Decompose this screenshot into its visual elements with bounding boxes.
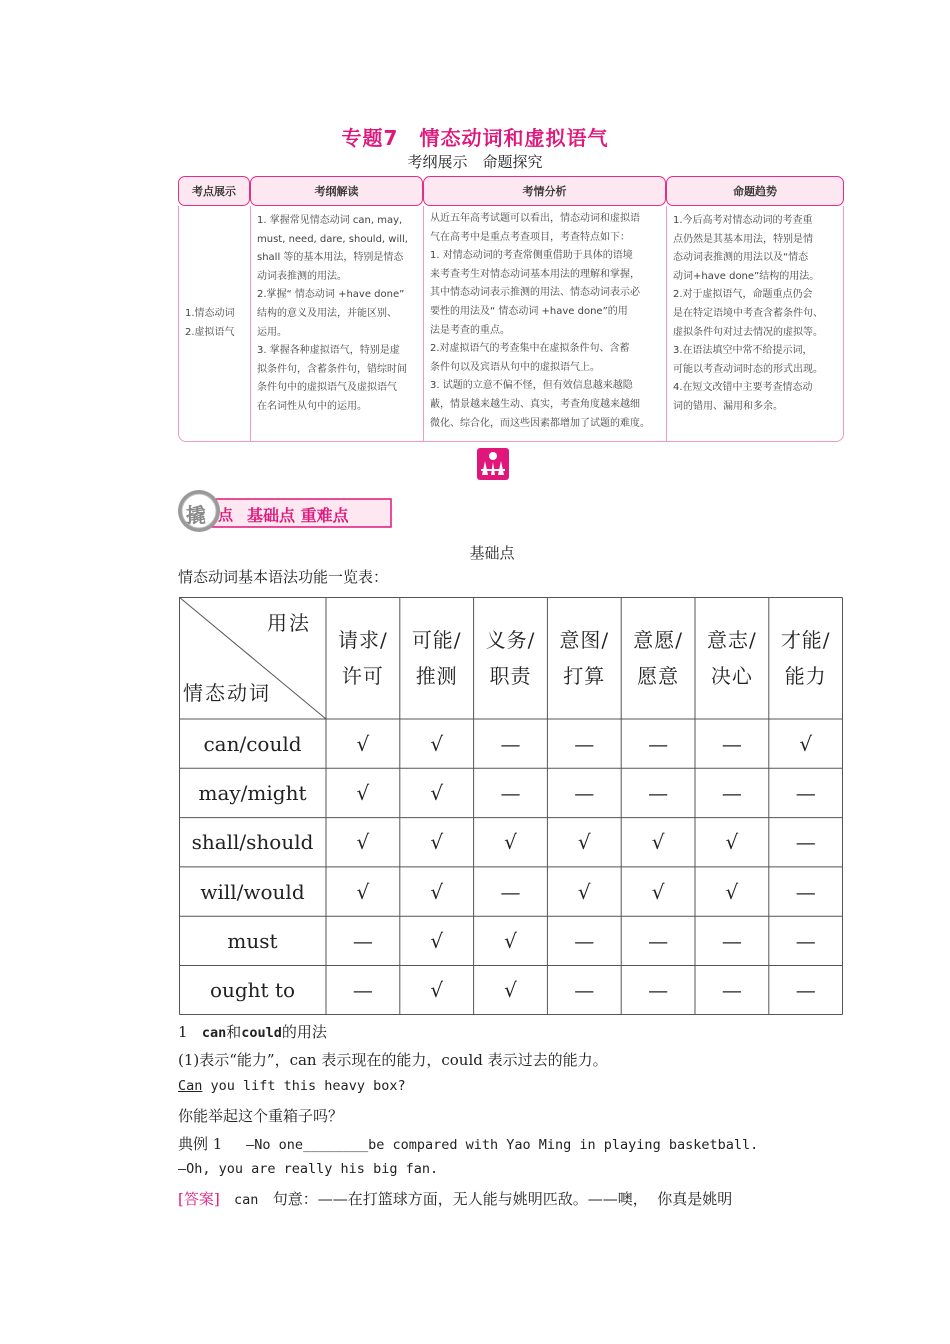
outline-col-syllabus	[250, 206, 423, 442]
table-dash-mark: —	[574, 978, 595, 1003]
table-column-header-text: 决心	[710, 664, 753, 688]
table-column-header-text: 许可	[341, 664, 384, 688]
table-row-verb: ought to	[209, 978, 296, 1003]
outline-points-text: 1.情态动词 2.虚拟语气	[185, 307, 235, 338]
table-row-verb: can/could	[203, 731, 302, 756]
table-row-verb: may/might	[198, 780, 307, 805]
table-dash-mark: —	[648, 978, 669, 1003]
banner-badge-char: 撬	[186, 503, 206, 527]
table-check-mark: √	[577, 830, 591, 855]
table-column-header-text: 愿意	[637, 664, 680, 688]
modal-verb-table	[179, 597, 843, 1015]
heading-can: can	[201, 1025, 227, 1041]
table-check-mark: √	[430, 879, 444, 904]
table-column-header-text: 意志/	[707, 628, 757, 652]
table-row-verb: must	[227, 928, 278, 953]
table-check-mark: √	[430, 928, 444, 953]
table-column-header-text: 可能/	[411, 628, 462, 652]
table-column-header-text: 意图/	[559, 628, 610, 652]
table-column-header	[695, 597, 769, 719]
table-check-mark: √	[799, 731, 813, 756]
example-1-line-1	[178, 1133, 758, 1154]
heading-can-could	[178, 1021, 327, 1042]
answer-explanation: 句意：——在打篮球方面，无人能与姚明匹敌。——噢， 你真是姚明	[272, 1190, 733, 1208]
table-dash-mark: —	[648, 731, 669, 756]
answer-word: can	[234, 1192, 259, 1208]
table-check-mark: √	[651, 830, 665, 855]
heading-usage: 的用法	[281, 1023, 327, 1041]
table-column-header	[400, 597, 474, 719]
table-row-verb: shall/should	[191, 830, 314, 855]
outline-col-points	[178, 206, 250, 442]
table-check-mark: √	[430, 731, 444, 756]
table-dash-mark: —	[721, 731, 742, 756]
table-dash-mark: —	[795, 830, 816, 855]
table-check-mark: √	[577, 879, 591, 904]
page-subtitle: 考纲展示 命题探究	[407, 153, 543, 171]
example-1-line-2: —Oh, you are really his big fan.	[178, 1161, 439, 1177]
table-check-mark: √	[651, 879, 665, 904]
exam-outline-table	[178, 176, 844, 442]
banner-text: 基础点 重难点	[247, 506, 349, 525]
outline-header-syllabus: 考纲解读	[250, 176, 423, 206]
section-basic-heading: 基础点	[469, 544, 515, 562]
table-dash-mark: —	[721, 928, 742, 953]
table-column-header	[474, 597, 548, 719]
table-column-header-text: 意愿/	[633, 628, 683, 652]
heading-could: could	[241, 1025, 282, 1041]
outline-trend-text: 1.今后高考对情态动词的考查重 点仍然是其基本用法，特别是情 态动词表推测的用法以及“情态 动词+have done”结构的用法。 2.对于虚拟语气，命题重点仍会 是在特定语境中考查含蓄条件句、 虚拟条件句对过去情况的虚拟等。 3.在语法填空中常不给提示词， 可能以考查动词时态的形式出现。 4.在短文改错中主要考查情态动 词的错用、漏用和多余。	[673, 215, 823, 412]
example-sentence	[178, 1078, 406, 1094]
table-check-mark: √	[356, 879, 370, 904]
table-dash-mark: —	[795, 978, 816, 1003]
table-dash-mark: —	[352, 978, 373, 1003]
table-dash-mark: —	[648, 928, 669, 953]
table-check-mark: √	[504, 978, 517, 1003]
table-column-header-text: 请求/	[338, 628, 388, 652]
table-check-mark: √	[725, 879, 739, 904]
table-check-mark: √	[356, 780, 370, 805]
table-column-header-text: 才能/	[780, 628, 831, 652]
outline-col-trend	[666, 206, 844, 442]
table-dash-mark: —	[648, 780, 669, 805]
table-check-mark: √	[356, 731, 370, 756]
table-dash-mark: —	[574, 780, 595, 805]
table-column-header	[621, 597, 695, 719]
outline-analysis-text: 从近五年高考试题可以看出，情态动词和虚拟语 气在高考中是重点考查项目，考查特点如下： 1. 对情态动词的考查常侧重借助于具体的语境 来考查考生对情态动词基本用法的理解和掌握， 其中情态动词表示推测的用法、情态动词表示必 要性的用法及“ 情态动词 +have done”的用 法是考查的重点。 2.对虚拟语气的考查集中在虚拟条件句、含蓄 条件句以及宾语从句中的虚拟语气上。 3. 试题的立意不偏不怪，但有效信息越来越隐 蔽，情景越来越生动、真实，考查角度越来越细 微化、综合化，而这些因素都增加了试题的难度。	[430, 213, 650, 429]
table-check-mark: √	[430, 978, 444, 1003]
page-title: 专题7 情态动词和虚拟语气	[341, 126, 609, 150]
table-dash-mark: —	[574, 731, 595, 756]
outline-col-analysis	[423, 206, 666, 442]
example-rest: you lift this heavy box?	[202, 1078, 406, 1094]
heading-and: 和	[226, 1023, 242, 1041]
table-check-mark: √	[504, 928, 517, 953]
banner-badge-char2: 点	[218, 506, 234, 524]
table-caption: 情态动词基本语法功能一览表：	[178, 568, 389, 586]
mascot-icon	[476, 447, 510, 481]
table-dash-mark: —	[721, 978, 742, 1003]
table-dash-mark: —	[352, 928, 373, 953]
table-dash-mark: —	[500, 780, 521, 805]
outline-header-analysis: 考情分析	[423, 176, 666, 206]
table-dash-mark: —	[795, 879, 816, 904]
example-1-blank: ________	[303, 1137, 369, 1153]
table-column-header	[769, 597, 843, 719]
table-check-mark: √	[356, 830, 370, 855]
table-row-verb: will/would	[200, 879, 305, 904]
table-dash-mark: —	[795, 780, 816, 805]
outline-header-trend: 命题趋势	[666, 176, 844, 206]
example-translation: 你能举起这个重箱子吗？	[178, 1107, 344, 1125]
table-dash-mark: —	[795, 928, 816, 953]
table-check-mark: √	[725, 830, 739, 855]
table-check-mark: √	[430, 780, 444, 805]
heading-number: 1	[178, 1023, 188, 1041]
table-column-header-text: 义务/	[485, 628, 536, 652]
paragraph-ability: (1)表示“能力”，can 表示现在的能力，could 表示过去的能力。	[178, 1051, 608, 1069]
answer-line	[178, 1188, 732, 1209]
outline-syllabus-text: 1. 掌握常见情态动词 can, may, must, need, dare, should, will, shall 等的基本用法，特别是情态 动词表推测的用法。 2.掌握“ 情态动词 +have done” 结构的意义及用法，并能区别、 运用。 3. 掌握各种虚拟语气，特别是虚 拟条件句，含蓄条件句，错综时间 条件句中的虚拟语气及虚拟语气 在名词性从句中的运用。	[257, 215, 408, 412]
table-column-header-text: 推测	[415, 664, 458, 688]
example-1-label: 典例 1	[178, 1135, 223, 1153]
table-diagonal-bottom-label: 情态动词	[183, 681, 271, 705]
example-1-part-b: be compared with Yao Ming in playing basketball.	[368, 1137, 759, 1153]
table-dash-mark: —	[500, 879, 521, 904]
table-column-header-text: 职责	[489, 664, 532, 688]
table-check-mark: √	[504, 830, 517, 855]
example-1-part-a: —No one	[246, 1137, 304, 1153]
table-column-header	[547, 597, 621, 719]
table-dash-mark: —	[500, 731, 521, 756]
table-check-mark: √	[430, 830, 444, 855]
example-can: Can	[178, 1078, 203, 1094]
answer-label: [答案]	[178, 1190, 220, 1208]
table-column-header	[326, 597, 400, 719]
table-dash-mark: —	[574, 928, 595, 953]
table-column-header-text: 打算	[563, 664, 606, 688]
table-column-header-text: 能力	[784, 664, 827, 688]
table-diagonal-top-label: 用法	[267, 611, 311, 635]
outline-header-points: 考点展示	[178, 176, 250, 206]
table-dash-mark: —	[721, 780, 742, 805]
